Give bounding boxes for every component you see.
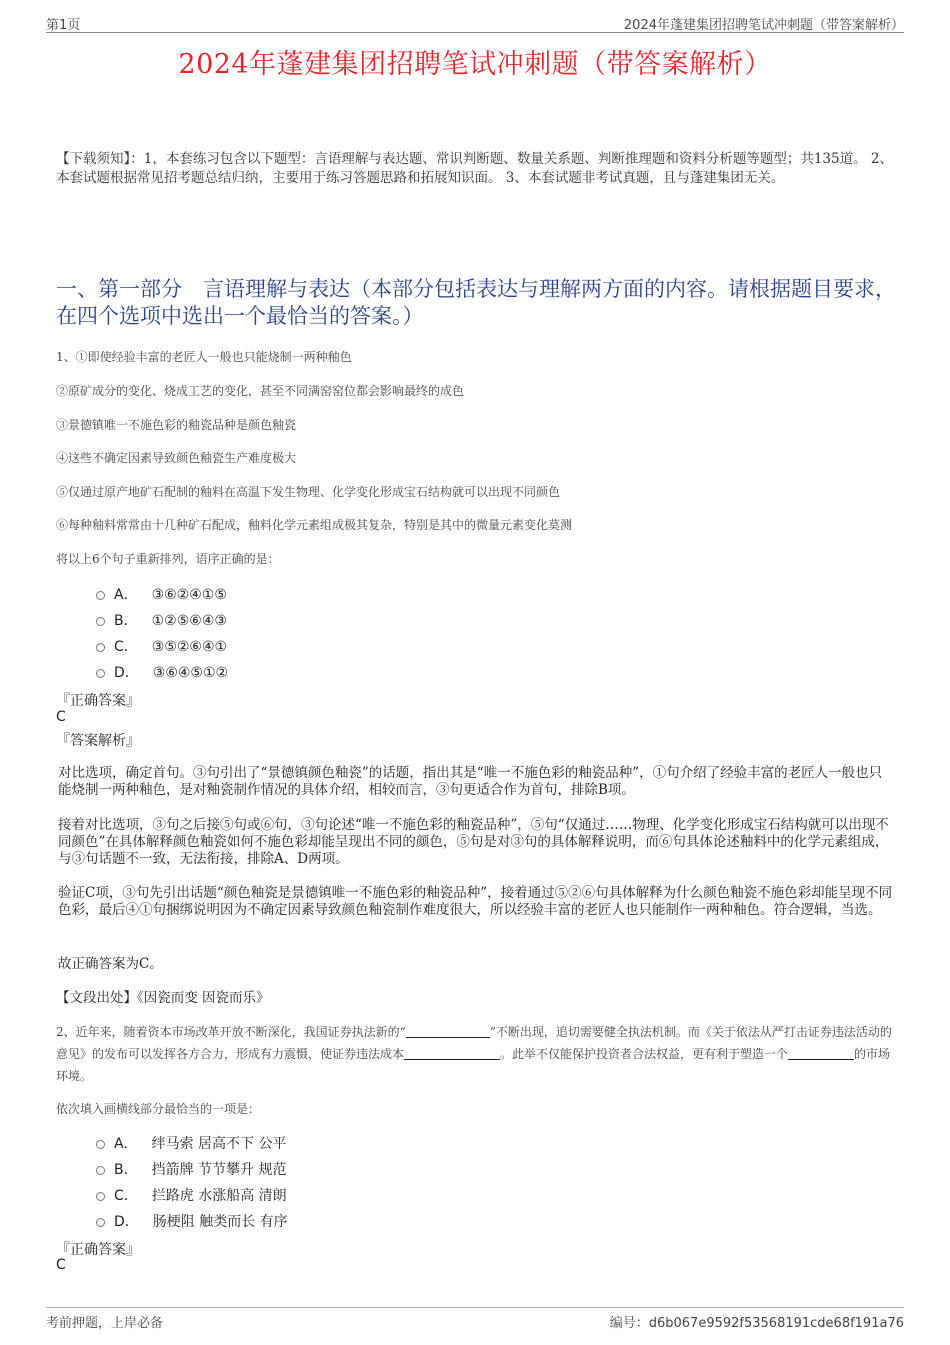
q1-analysis-paragraph-3: 验证C项，③句先引出话题“颜色釉瓷是景德镇唯一不施色彩的釉瓷品种”，接着通过⑤②⑥句具体解释为什么颜色釉瓷不施色彩却能呈现不同色彩，最后④①句捆绑说明因为不确定因素导致颜色釉瓷制作难度很大，所以经验丰富的老匠人也只能制作一两种釉色。符合逻辑，当选。 — [58, 885, 893, 918]
radio-icon[interactable] — [96, 669, 105, 678]
q1-sentence-4: ④这些不确定因素导致颜色釉瓷生产难度极大 — [56, 451, 297, 465]
q1-source: 【文段出处】《因瓷而变 因瓷而乐》 — [56, 990, 270, 1006]
q1-option-c[interactable]: C． ③⑤②⑥④① — [96, 636, 227, 656]
header-divider — [46, 32, 904, 33]
q1-prompt: 将以上6个句子重新排列，语序正确的是： — [56, 552, 280, 566]
q1-sentence-2: ②原矿成分的变化、烧成工艺的变化，甚至不同满窑窑位都会影响最终的成色 — [56, 384, 465, 398]
section-heading: 一、第一部分 言语理解与表达（本部分包括表达与理解两方面的内容。请根据题目要求，在四个选项中选出一个最恰当的答案。） — [56, 277, 896, 328]
page-title: 2024年蓬建集团招聘笔试冲刺题（带答案解析） — [178, 49, 772, 80]
q1-sentence-1: 1、①即使经验丰富的老匠人一般也只能烧制一两种釉色 — [56, 350, 352, 364]
q1-analysis-label: 『答案解析』 — [56, 733, 140, 749]
q2-stem: 2、近年来，随着资本市场改革开放不断深化，我国证券执法新的“ ”不断出现，追切需要健全执法机制。而《关于依法从严打击证券违法活动的意见》的发布可以发挥各方合力，形成有力震慑，使证券违法成本 。此举不仅能保护投资者合法权益，更有利于塑造一个 的市场环境。 — [56, 1025, 892, 1083]
q1-option-a[interactable]: A． ③⑥②④①⑤ — [96, 584, 227, 604]
q2-option-d[interactable]: D． 肠梗阻 触类而长 有序 — [96, 1211, 288, 1231]
footer-divider — [46, 1307, 904, 1308]
q2-answer-label: 『正确答案』 — [56, 1242, 140, 1258]
radio-icon[interactable] — [96, 591, 105, 600]
q1-answer-label: 『正确答案』 — [56, 693, 140, 709]
header-page-number: 第1页 — [46, 18, 81, 33]
q2-prompt: 依次填入画横线部分最恰当的一项是： — [56, 1102, 261, 1116]
radio-icon[interactable] — [96, 1166, 105, 1175]
radio-icon[interactable] — [96, 1218, 105, 1227]
footer-slogan: 考前押题，上岸必备 — [46, 1316, 164, 1331]
download-notice: 【下载须知】：1，本套练习包含以下题型：言语理解与表达题、常识判断题、数量关系题、判断推理题和资料分析题等题型；共135道。 2、本套试题根据常见招考题总结归纳，主要用于练习答题思路和拓展知识面。 3、本套试题非考试真题，且与蓬建集团无关。 — [56, 151, 893, 186]
q2-option-a[interactable]: A． 绊马索 居高不下 公平 — [96, 1133, 286, 1153]
q2-option-b[interactable]: B． 挡箭牌 节节攀升 规范 — [96, 1159, 287, 1179]
footer-document-code: 编号：d6b067e9592f53568191cde68f191a76 — [609, 1316, 904, 1331]
q1-sentence-3: ③景德镇唯一不施色彩的釉瓷品种是颜色釉瓷 — [56, 418, 297, 432]
q1-sentence-6: ⑥每种釉料常常由十几种矿石配成，釉料化学元素组成极其复杂，特别是其中的微量元素变化莫测 — [56, 518, 573, 532]
q2-blank-1 — [406, 1025, 490, 1038]
q1-option-d[interactable]: D． ③⑥④⑤①② — [96, 662, 228, 682]
radio-icon[interactable] — [96, 617, 105, 626]
radio-icon[interactable] — [96, 643, 105, 652]
q1-analysis-paragraph-2: 接着对比选项，③句之后接⑤句或⑥句，③句论述“唯一不施色彩的釉瓷品种”，⑤句“仅通过……物理、化学变化形成宝石结构就可以出现不同颜色”在具体解释颜色釉瓷如何不施色彩却能呈现出不同的颜色，⑤句是对③句的具体解释说明，而⑥句具体论述釉料中的化学元素组成，与③句话题不一致，无法衔接，排除A、D两项。 — [58, 817, 889, 867]
q1-analysis-paragraph-1: 对比选项，确定首句。③句引出了“景德镇颜色釉瓷”的话题，指出其是“唯一不施色彩的釉瓷品种”，①句介绍了经验丰富的老匠人一般也只能烧制一两种釉色，是对釉瓷制作情况的具体介绍，相较而言，③句更适合作为首句，排除B项。 — [58, 765, 883, 798]
q1-option-b[interactable]: B． ①②⑤⑥④③ — [96, 610, 227, 630]
radio-icon[interactable] — [96, 1192, 105, 1201]
q1-analysis-conclusion: 故正确答案为C。 — [58, 956, 163, 972]
radio-icon[interactable] — [96, 1140, 105, 1149]
q2-blank-2 — [404, 1047, 500, 1060]
q2-answer: C — [56, 1257, 66, 1273]
q2-option-c[interactable]: C． 拦路虎 水涨船高 清朗 — [96, 1185, 287, 1205]
q1-sentence-5: ⑤仅通过原产地矿石配制的釉料在高温下发生物理、化学变化形成宝石结构就可以出现不同颜色 — [56, 485, 561, 499]
header-doc-title: 2024年蓬建集团招聘笔试冲刺题（带答案解析） — [623, 18, 904, 33]
q1-answer: C — [56, 709, 66, 725]
q2-blank-3 — [788, 1047, 854, 1060]
